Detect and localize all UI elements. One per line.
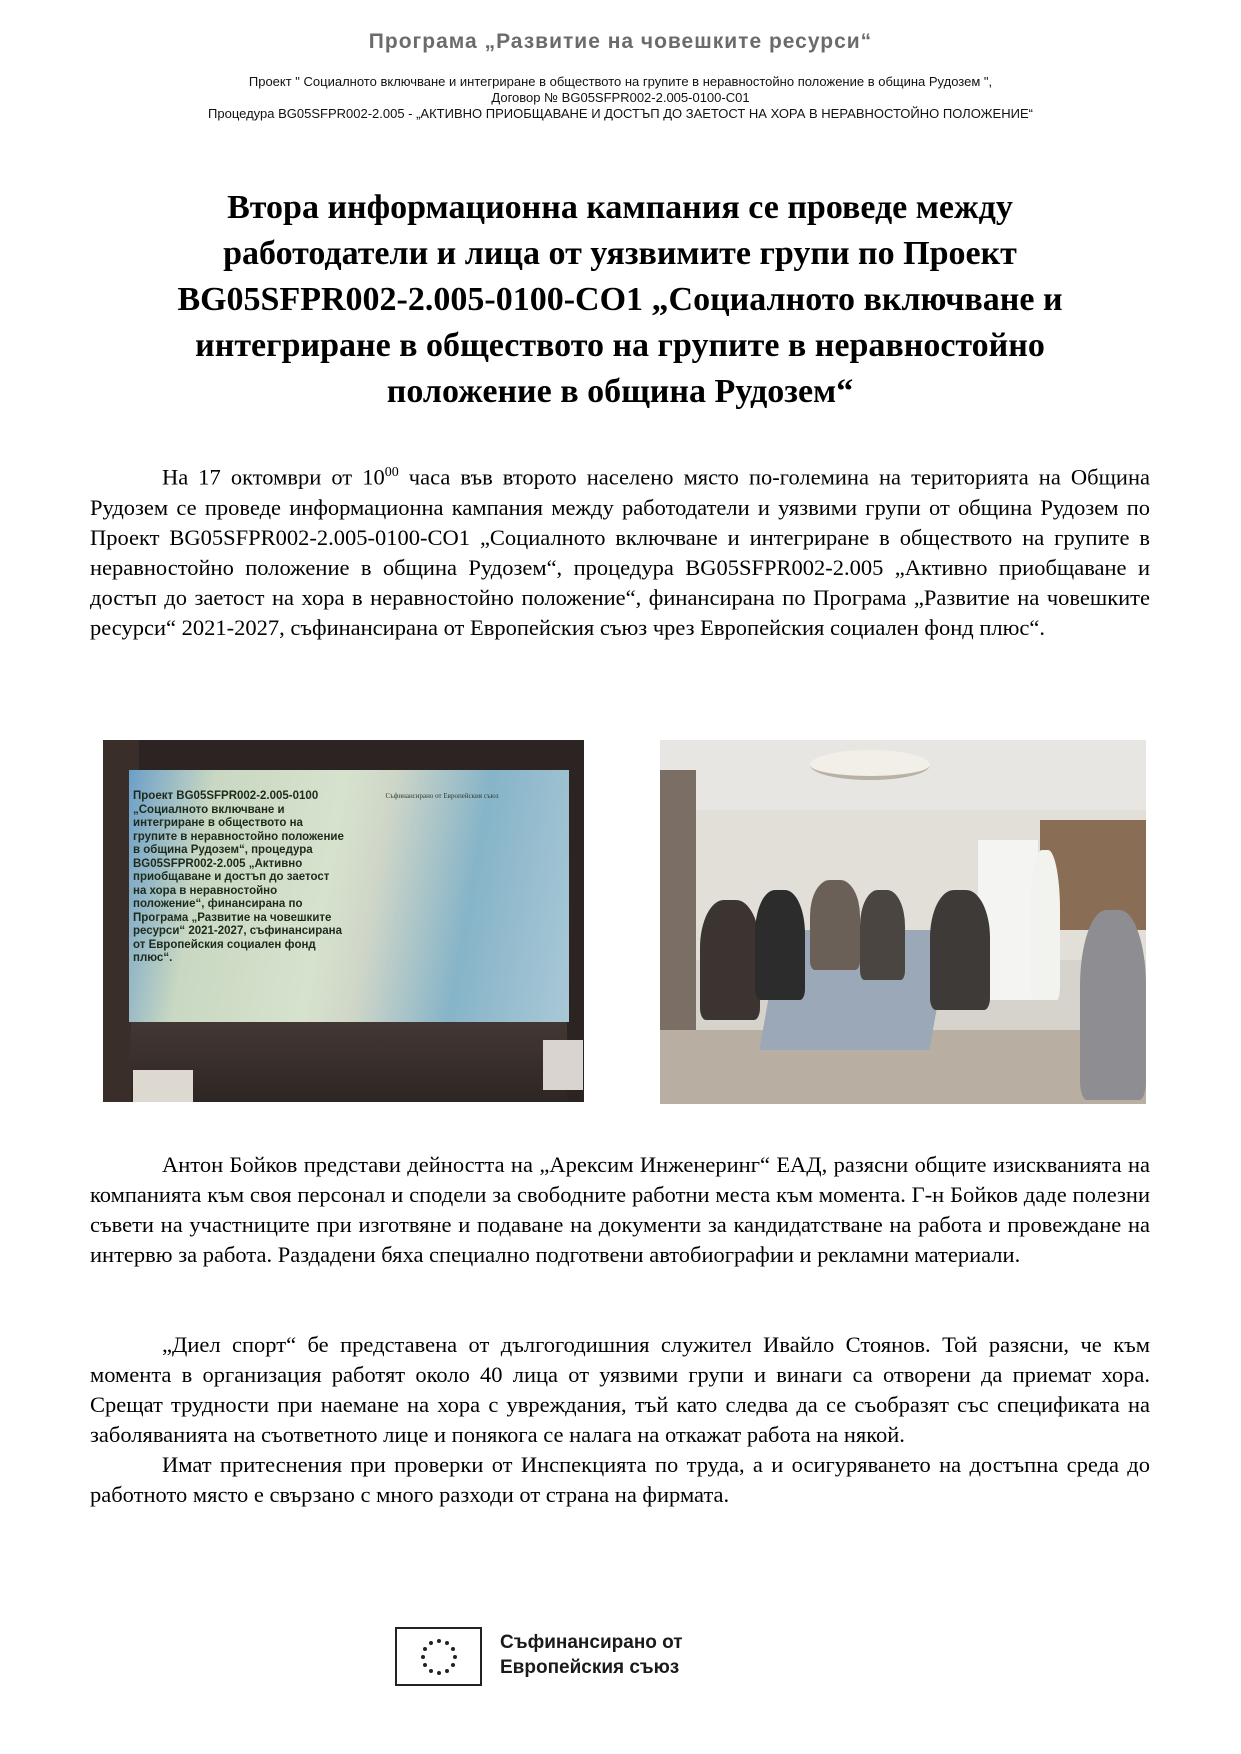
procedure-line: Процедура BG05SFPR002-2.005 - „АКТИВНО ПРИОБЩАВАНЕ И ДОСТЪП ДО ЗАЕТОСТ НА ХОРА В НЕРАВНОСТОЙНО ПОЛОЖЕНИЕ“ — [208, 106, 1033, 121]
eu-cofunded-label: Съфинансирано от Европейския съюз — [500, 1632, 683, 1678]
title-line: Втора информационна кампания се проведе между — [227, 189, 1013, 226]
photo-projector-screen — [103, 740, 584, 1102]
contract-line: Договор № BG05SFPR002-2.005-0100-C01 — [491, 90, 750, 105]
intro-paragraph: На 17 октомври от $10^{00}$ часа във второто населено място по-големина на територията на Община Рудозем се проведе информационна кампания между работодатели и уязвими групи от община Рудозем по Проект BG05SFPR002-2.005-0100-СО1 „Социалното включване и интегриране в обществото на групите в неравностойно положение в община Рудозем“, процедура BG05SFPR002-2.005 „Активно приобщаване и достъп до заетост на хора в неравностойно положение“, финансирана по Програма „Развитие на човешките ресурси“ 2021-2027, съфинансирана от Европейския съюз чрез Европейския социален фонд плюс“. — [90, 464, 1150, 640]
eu-stars-icon — [409, 1635, 469, 1679]
title-line: работодатели и лица от уязвимите групи по Проект — [223, 235, 1017, 272]
paragraph-arexim: Антон Бойков представи дейността на „Арексим Инженеринг“ ЕАД, разясни общите изискванията на компанията към своя персонал и сподели за свободните работни места към момента. Г-н Бойков даде полезни съвети на участниците при изготвяне и подаване на документи за кандидатстване на работа и провеждане на интервю за работа. Раздадени бяха специално подготвени автобиографии и рекламни материали. — [90, 1152, 1150, 1267]
eu-flag-logo — [395, 1627, 482, 1686]
project-line: Проект " Социалното включване и интегриране в обществото на групите в неравностойно положение в община Рудозем ", — [248, 74, 993, 89]
paragraph-diel-sport: „Диел спорт“ бе представена от дългогодишния служител Ивайло Стоянов. Той разясни, че към момента в организация работят около 40 лица от уязвими групи и винаги са отворени да приемат хора. Срещат трудности при наемане на хора с увреждания, тъй като следва да се съобразят със спецификата на заболяванията на съответното лице и понякога се налага на откажат работа на някой. Имат притеснения при проверки от Инспекцията по труда, а и осигуряването на достъпна среда до работното място е свързано с много разходи от страна на фирмата. — [90, 1332, 1150, 1507]
slide-text: Проект BG05SFPR002-2.005-0100 „Социалното включване и интегриране в обществото на групите в неравностойно положение в община Рудозем“, процедура BG05SFPR002-2.005 „Активно приобщаване и достъп до заетост на хора в неравностойно положение“, финансирана по Програма „Развитие на човешките ресурси“ 2021-2027, съфинансирана от Европейския социален фонд плюс“. — [133, 790, 344, 964]
program-title: Програма „Развитие на човешките ресурси“ — [368, 30, 873, 53]
title-line: интегриране в обществото на групите в неравностойно — [195, 327, 1045, 364]
article-title — [90, 185, 1150, 415]
slide-eu-label: Съфинансирано от Европейския съюз — [385, 792, 499, 800]
title-line: положение в община Рудозем“ — [386, 373, 854, 410]
title-line: BG05SFPR002-2.005-0100-СО1 „Социалното включване и — [177, 281, 1063, 318]
photo-meeting-room — [660, 740, 1146, 1104]
